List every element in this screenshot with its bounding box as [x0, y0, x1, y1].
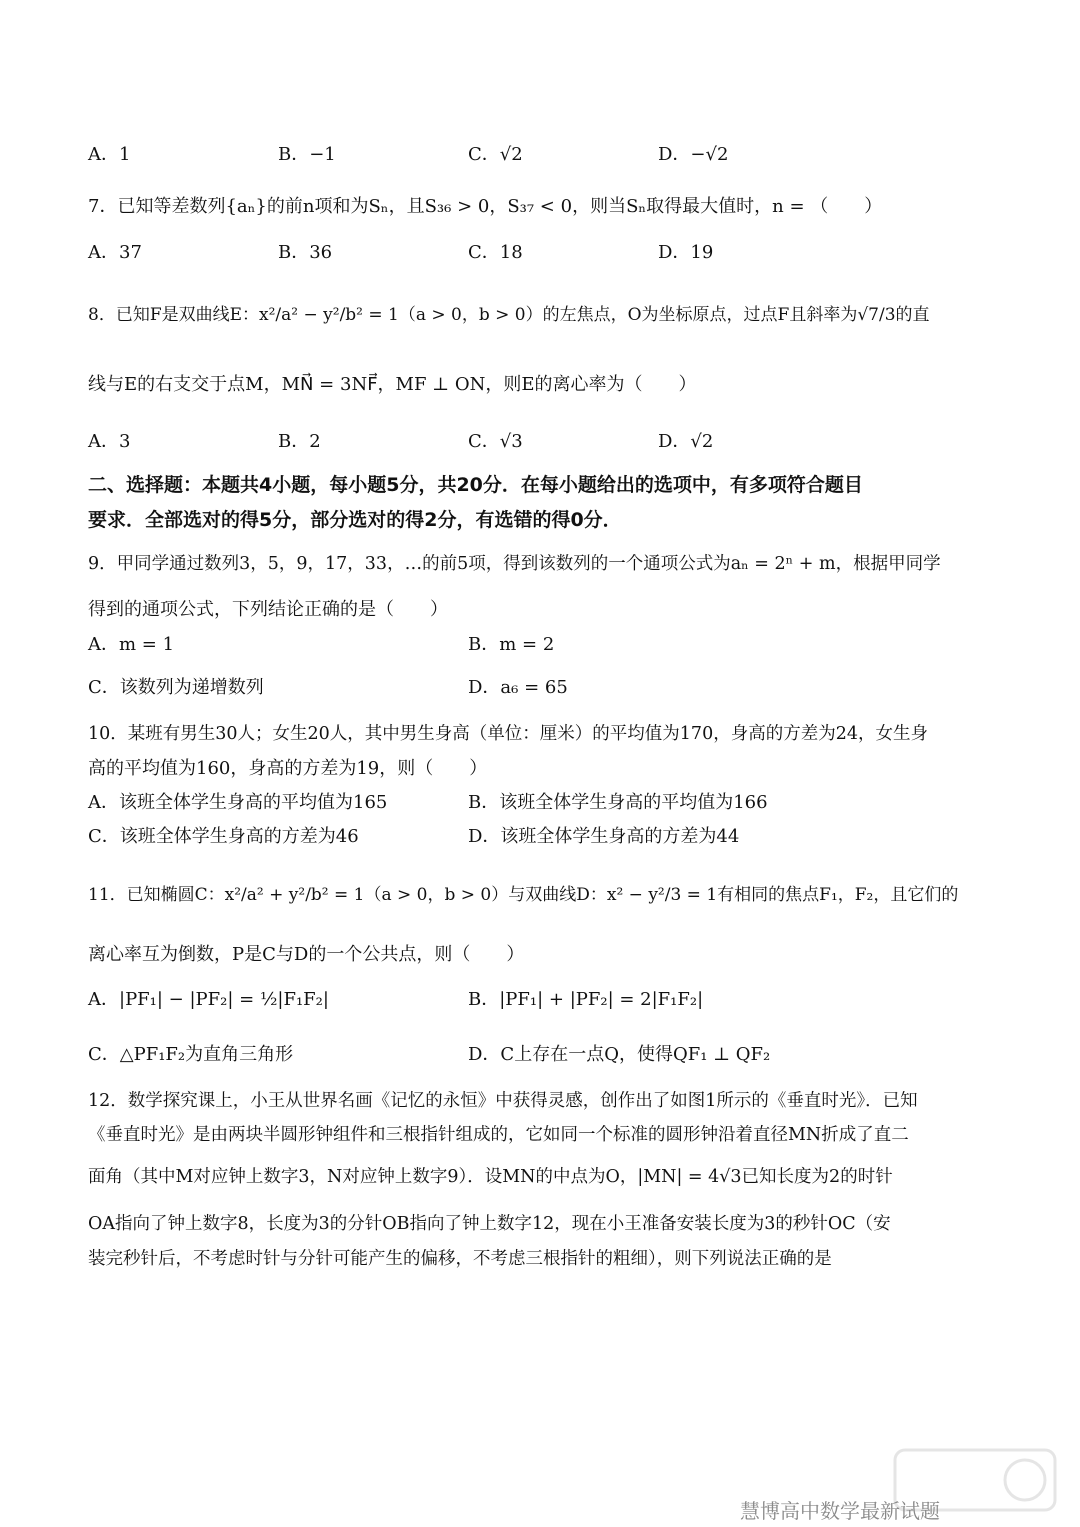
q11-stem-line1: 11．已知椭圆C：x²/a² + y²/b² = 1（a > 0，b > 0）与双曲线D：x² − y²/3 = 1有相同的焦点F₁，F₂，且它们的 [88, 885, 959, 905]
q12-line-2: 《垂直时光》是由两块半圆形钟组件和三根指针组成的，它如同一个标准的圆形钟沿着直径MN折成了直二 [88, 1125, 909, 1145]
q6-option-c: C．√2 [468, 144, 523, 165]
q7-option-d: D．19 [658, 242, 714, 263]
q10-option-b: B．该班全体学生身高的平均值为166 [468, 792, 768, 813]
q9-option-b: B．m = 2 [468, 634, 555, 655]
q10-option-a: A．该班全体学生身高的平均值为165 [88, 792, 388, 813]
q10-stem-line1: 10．某班有男生30人；女生20人，其中男生身高（单位：厘米）的平均值为170，身高的方差为24，女生身 [88, 724, 928, 744]
q12-line-1: 12．数学探究课上，小王从世界名画《记忆的永恒》中获得灵感，创作出了如图1所示的《垂直时光》．已知 [88, 1091, 918, 1111]
q6-option-d: D．−√2 [658, 144, 729, 165]
q9-stem-line1: 9．甲同学通过数列3，5，9，17，33，…的前5项，得到该数列的一个通项公式为aₙ = 2ⁿ + m，根据甲同学 [88, 554, 941, 574]
q12-line-3: 面角（其中M对应钟上数字3，N对应钟上数字9）．设MN的中点为O，|MN| = 4√3已知长度为2的时针 [88, 1167, 893, 1187]
q11-option-d: D．C上存在一点Q，使得QF₁ ⊥ QF₂ [468, 1044, 771, 1065]
q8-stem-line2: 线与E的右支交于点M，MN⃗ = 3NF⃗，MF ⊥ ON，则E的离心率为（ ） [88, 374, 697, 395]
watermark-text: 慧博高中数学最新试题 [740, 1499, 940, 1523]
q9-option-d: D．a₆ = 65 [468, 677, 568, 698]
q8-option-b: B．2 [278, 431, 321, 452]
q10-option-c: C．该班全体学生身高的方差为46 [88, 826, 359, 847]
q6-option-b: B．−1 [278, 144, 336, 165]
q10-stem-line2: 高的平均值为160，身高的方差为19，则（ ） [88, 758, 488, 779]
q6-option-a: A．1 [88, 144, 131, 165]
q8-option-d: D．√2 [658, 431, 714, 452]
q11-stem-line2: 离心率互为倒数，P是C与D的一个公共点，则（ ） [88, 944, 525, 965]
q9-option-a: A．m = 1 [88, 634, 175, 655]
q8-option-c: C．√3 [468, 431, 523, 452]
section2-heading-line1: 二、选择题：本题共4小题，每小题5分，共20分．在每小题给出的选项中，有多项符合题目 [88, 474, 863, 496]
q7-option-a: A．37 [88, 242, 142, 263]
q10-option-d: D．该班全体学生身高的方差为44 [468, 826, 740, 847]
q9-option-c: C．该数列为递增数列 [88, 677, 264, 698]
q12-line-4: OA指向了钟上数字8，长度为3的分针OB指向了钟上数字12，现在小王准备安装长度为3的秒针OC（安 [88, 1214, 891, 1234]
q11-option-c: C．△PF₁F₂为直角三角形 [88, 1044, 294, 1065]
section2-heading-line2: 要求．全部选对的得5分，部分选对的得2分，有选错的得0分． [88, 509, 622, 531]
q8-stem-line1: 8．已知F是双曲线E：x²/a² − y²/b² = 1（a > 0，b > 0）的左焦点，O为坐标原点，过点F且斜率为√7/3的直 [88, 305, 930, 325]
q9-stem-line2: 得到的通项公式，下列结论正确的是（ ） [88, 599, 448, 620]
q11-option-b: B．|PF₁| + |PF₂| = 2|F₁F₂| [468, 989, 704, 1010]
q12-line-5: 装完秒针后，不考虑时针与分针可能产生的偏移，不考虑三根指针的粗细），则下列说法正确的是 [88, 1249, 832, 1269]
q7-option-b: B．36 [278, 242, 333, 263]
q7-stem: 7．已知等差数列{aₙ}的前n项和为Sₙ，且S₃₆ > 0，S₃₇ < 0，则当Sₙ取得最大值时，n = （ ） [88, 196, 883, 217]
q7-option-c: C．18 [468, 242, 523, 263]
q8-option-a: A．3 [88, 431, 131, 452]
q11-option-a: A．|PF₁| − |PF₂| = ½|F₁F₂| [88, 989, 329, 1010]
